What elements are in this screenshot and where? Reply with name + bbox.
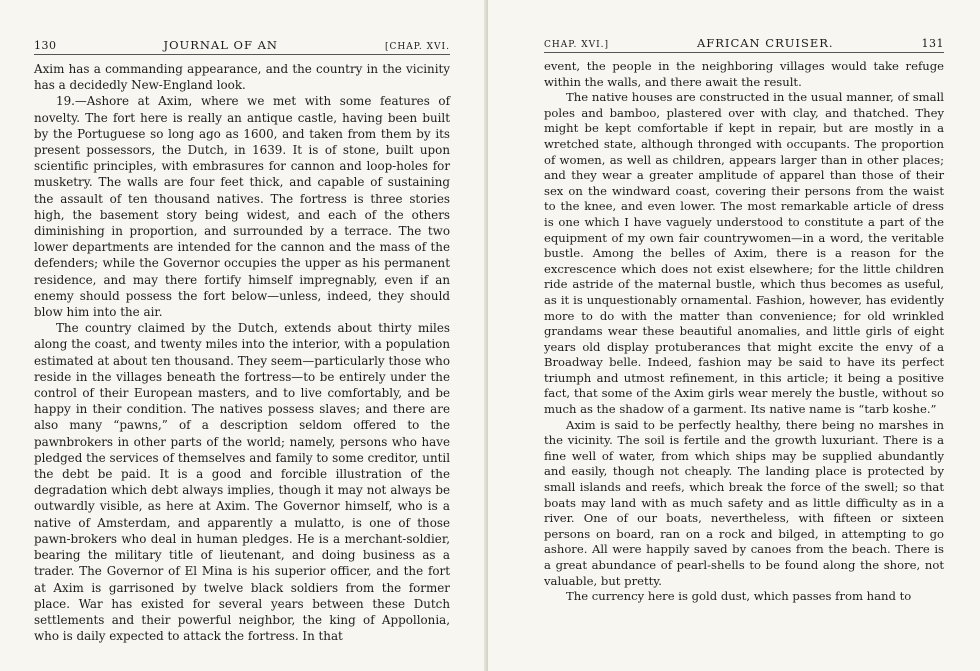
paragraph: event, the people in the neighboring villages would take refuge within the walls, and there await the result. [544,59,944,89]
running-title: JOURNAL OF AN [163,38,278,52]
paragraph: 19.—Ashore at Axim, where we met with some features of novelty. The fort here is really an antique castle, having been built by the Portuguese so long ago as 1600, and taken from them by its present possessors, the Dutch, in 1639. It is of stone, built upon scientific principles, with embrasures for cannon and loop-holes for musketry. The walls are four feet thick, and capable of sustaining the assault of ten thousand natives. The fortress is three stories high, the basement story being widest, and each of the others diminishing in proportion, and surrounded by a terrace. The two lower departments are intended for the cannon and the mass of the defenders; while the Governor occupies the upper as his permanent residence, and may there fortify himself impregnably, even if an enemy should possess the fort below—unless, indeed, they should blow him into the air. [34,94,450,320]
running-title: AFRICAN CRUISER. [696,36,834,50]
right-page-body [544,59,944,605]
chapter-label: CHAP. XVI.] [544,40,610,50]
paragraph: The currency here is gold dust, which passes from hand to [566,589,912,604]
right-page [488,0,980,671]
page-number: 130 [34,39,57,52]
paragraph: Axim is said to be perfectly healthy, there being no marshes in the vicinity. The soil is fertile and the growth luxuriant. There is a fine well of water, from which ships may be supplied abundantly and easily, though not cheaply. The landing place is protected by small islands and reefs, which break the force of the swell; so that boats may land with as much safety and as little difficulty as in a river. One of our boats, nevertheless, with fifteen or sixteen persons on board, ran on a rock and bilged, in attempting to go ashore. All were happily saved by canoes from the beach. There is a great abundance of pearl-shells to be found along the shore, not valuable, but pretty. [544,417,944,588]
right-running-head [544,36,944,53]
left-page-body [34,61,450,644]
left-running-head [34,38,450,55]
chapter-label: [CHAP. XVI. [384,42,450,52]
paragraph: Axim has a commanding appearance, and the country in the vicinity has a decidedly New-England look. [34,62,450,93]
paragraph: The native houses are constructed in the usual manner, of small poles and bamboo, plastered over with clay, and thatched. They might be kept comfortable if kept in repair, but are mostly in a wretched state, although thronged with occupants. The proportion of women, as well as children, appears larger than in other places; and they wear a greater amplitude of apparel than those of their sex on the windward coast, covering their persons from the waist to the knee, and even lower. The most remarkable article of dress is one which I have vaguely understood to constitute a part of the equipment of my own fair countrywomen—in a word, the veritable bustle. Among the belles of Axim, there is a reason for the excrescence which does not exist elsewhere; for the little children ride astride of the maternal bustle, which thus becomes as useful, as it is unquestionably ornamental. Fashion, however, has evidently more to do with the matter than convenience; for old wrinkled grandams wear these beautiful anomalies, and little girls of eight years old display protuberances that might excite the envy of a Broadway belle. Indeed, fashion may be said to have its perfect triumph and utmost refinement, in this article; it being a positive fact, that some of the Axim girls wear merely the bustle, without so much as the shadow of a garment. Its native name is “tarb koshe.” [544,90,944,417]
paragraph: The country claimed by the Dutch, extends about thirty miles along the coast, and twenty miles into the interior, with a population estimated at about ten thousand. They seem—particularly those who reside in the villages beneath the fortress—to be entirely under the control of their European masters, and to live comfortably, and be happy in their condition. The natives possess slaves; and there are also many “pawns,” of a description seldom offered to the pawnbrokers in other parts of the world; namely, persons who have pledged the services of themselves and family to some creditor, until the debt be paid. It is a good and forcible illustration of the degradation which debt always implies, though it may not always be outwardly visible, as here at Axim. The Governor himself, who is a native of Amsterdam, and apparently a mulatto, is one of those pawn-brokers who deal in human pledges. He is a merchant-soldier, bearing the military title of lieutenant, and doing business as a trader. The Governor of El Mina is his superior officer, and the fort at Axim is garrisoned by twelve black soldiers from the former place. War has existed for several years between these Dutch settlements and their powerful neighbor, the king of Appollonia, who is daily expected to attack the fortress. In that [34,321,450,644]
page-number: 131 [921,37,944,50]
left-page [0,0,488,671]
